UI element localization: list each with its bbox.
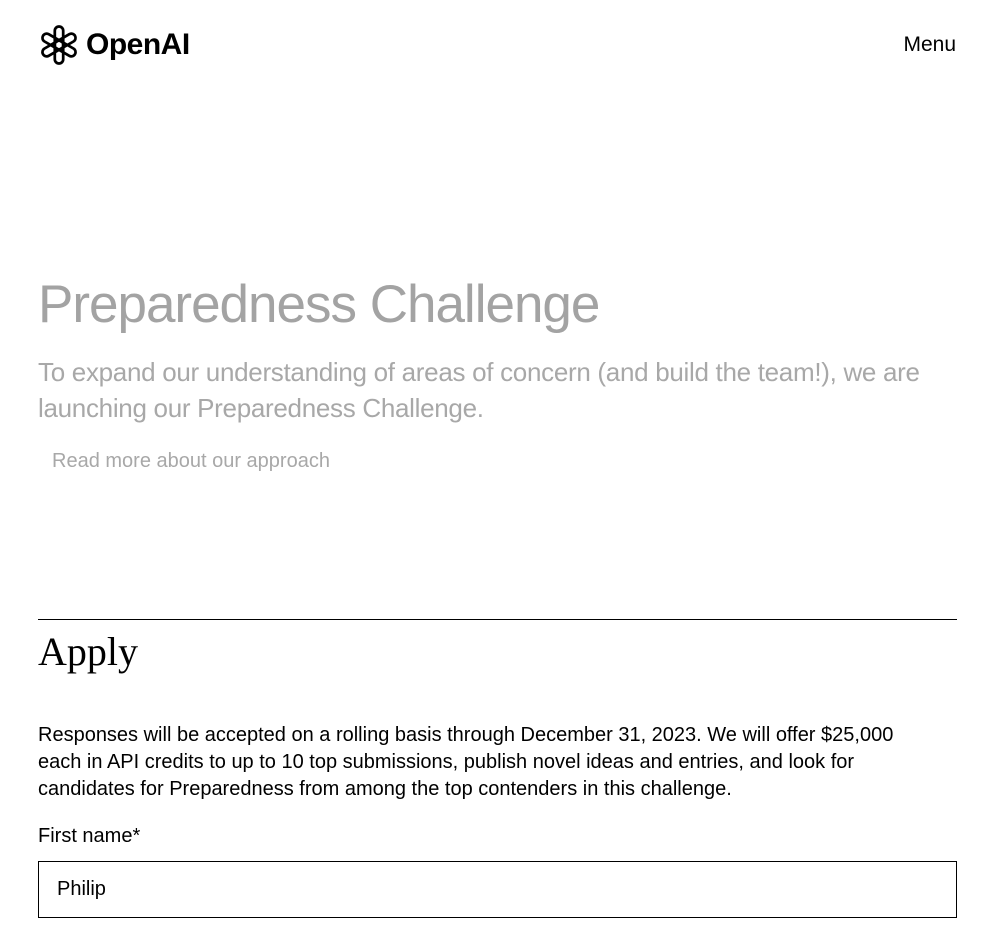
site-header	[38, 22, 956, 68]
page-subtitle: To expand our understanding of areas of concern (and build the team!), we are launching our Preparedness Challenge.	[38, 357, 920, 423]
brand-name: OpenAI	[86, 28, 190, 61]
read-more-link[interactable]: Read more about our approach	[52, 450, 330, 472]
first-name-field[interactable]	[38, 861, 957, 918]
section-divider	[38, 619, 957, 620]
brand-logo-link[interactable]	[38, 24, 190, 66]
page-title: Preparedness Challenge	[38, 275, 600, 334]
menu-button[interactable]: Menu	[903, 33, 956, 56]
apply-heading: Apply	[38, 629, 138, 674]
apply-description: Responses will be accepted on a rolling basis through December 31, 2023. We will offer $25,000 each in API credits to up to 10 top submissions, publish novel ideas and entries, and look for candidates for Preparedness from among the top contenders in this challenge.	[38, 724, 894, 800]
first-name-label: First name*	[38, 825, 141, 847]
openai-logo-icon	[38, 24, 80, 66]
